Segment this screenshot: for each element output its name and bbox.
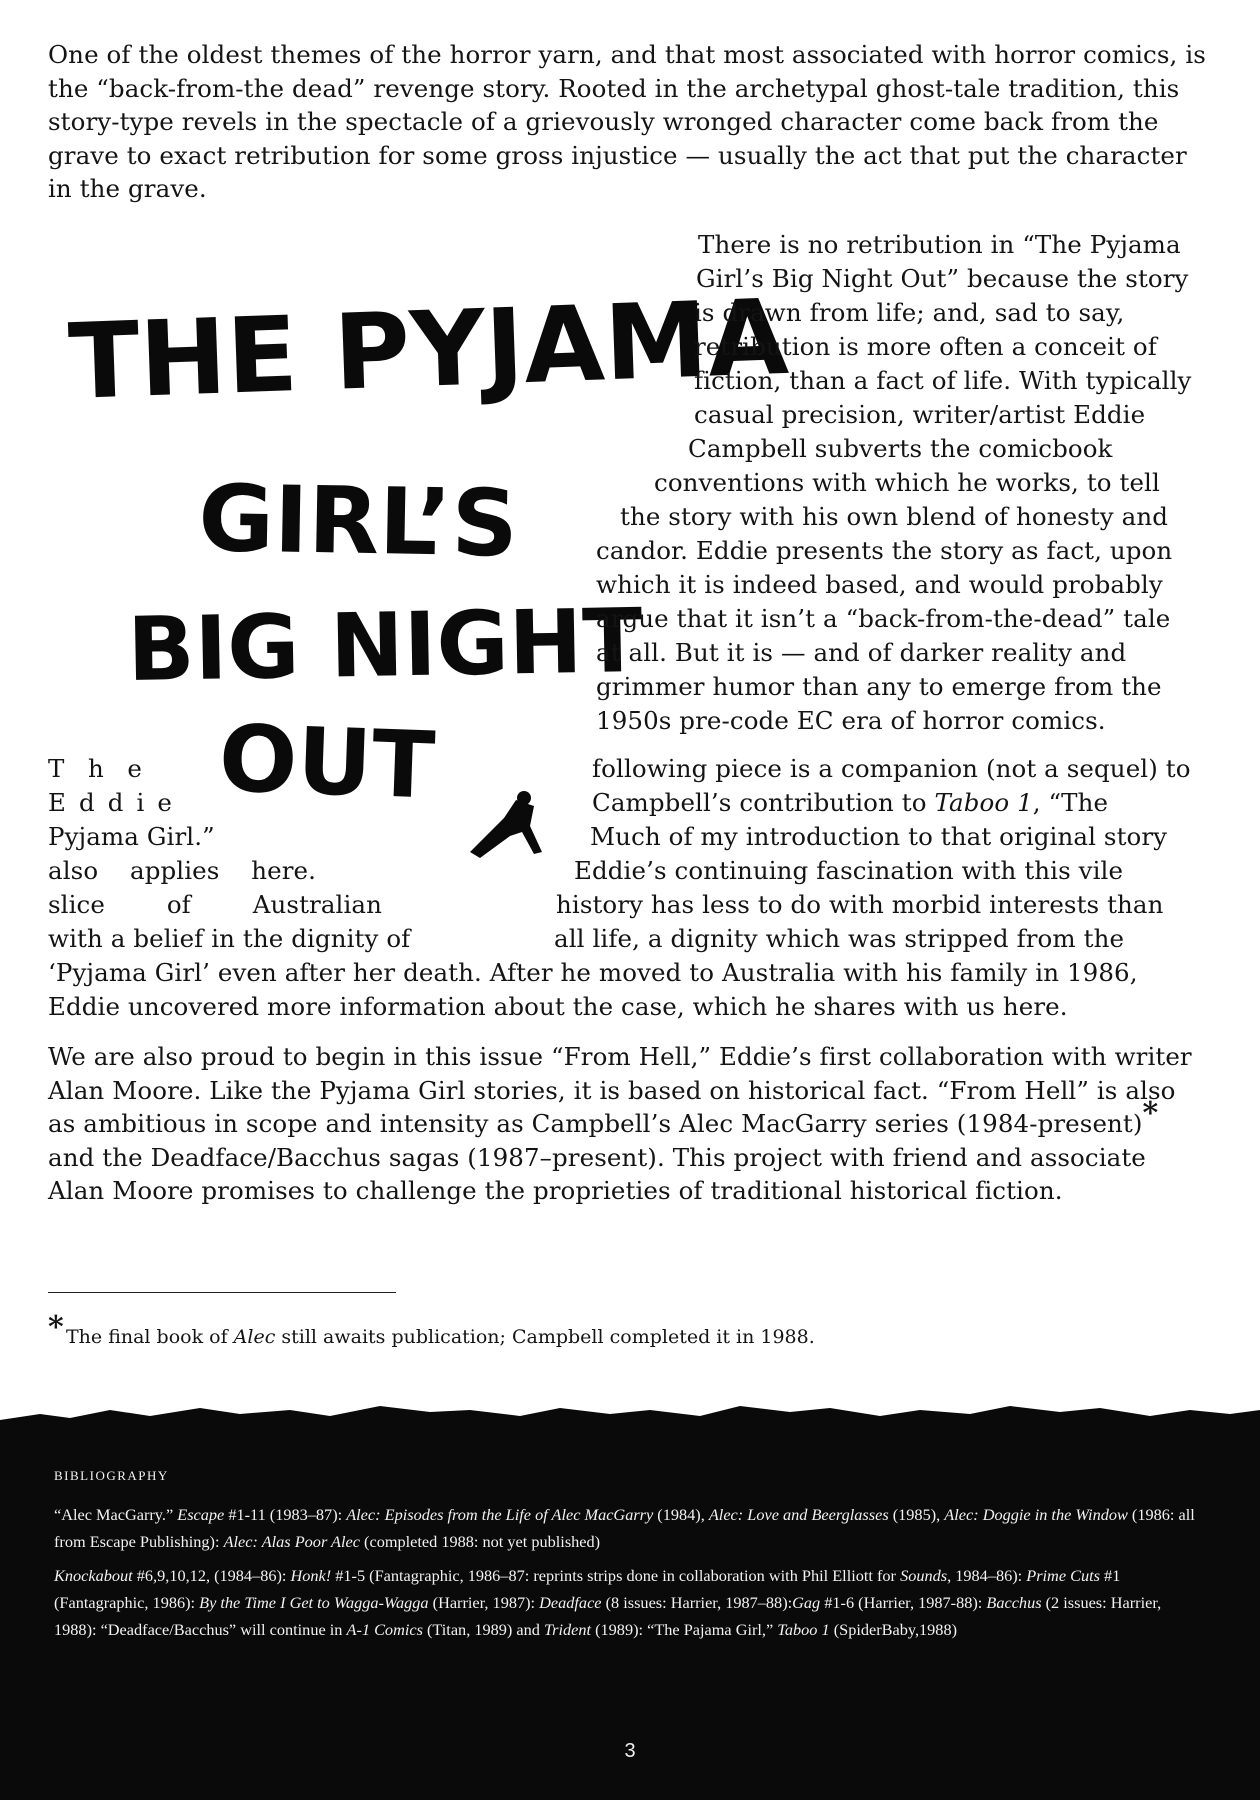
bibliography-text: (SpiderBaby,1988) — [829, 1620, 958, 1640]
from-hell-paragraph — [48, 1040, 1198, 1208]
bibliography-text: (1989): “The Pajama Girl,” — [591, 1620, 778, 1640]
letter: e — [157, 788, 172, 817]
bibliography-entry-alec — [54, 1501, 1206, 1555]
right-line: which it is indeed based, and would probably — [596, 570, 1163, 599]
bibliography-title: By the Time I Get to Wagga-Wagga — [199, 1592, 429, 1612]
bibliography-text: #1-5 (Fantagraphic, 1986–87: reprints strips done in collaboration with Phil Elliott for — [331, 1565, 901, 1585]
paragraph-text: and the Deadface/Bacchus sagas (1987–present). This project with friend and associate Alan Moore promises to challenge the proprieties of traditional historical fiction. — [48, 1142, 1146, 1206]
footnote-marker: * — [1142, 1096, 1159, 1132]
fragment-text: Campbell’s contribution to — [592, 788, 935, 817]
bibliography-text: (completed 1988: not yet published) — [359, 1532, 601, 1552]
publication-title: Taboo 1 — [934, 788, 1033, 817]
bibliography-text: #1-6 (Harrier, 1987-88): — [820, 1592, 987, 1612]
bibliography-title: Prime Cuts — [1026, 1565, 1100, 1585]
left-fragment: with a belief in the dignity of — [48, 924, 411, 953]
right-line: argue that it isn’t a “back-from-the-dead” tale — [596, 604, 1171, 633]
bibliography-title: Alec: Episodes from the Life of Alec MacGarry — [346, 1505, 654, 1525]
fragment-text: , “The — [1032, 788, 1109, 817]
bibliography-title: Alec: Alas Poor Alec — [223, 1532, 360, 1552]
right-fragment — [592, 786, 1108, 820]
right-line: fiction, than a fact of life. With typically — [694, 366, 1192, 395]
left-fragment: Pyjama Girl.” — [48, 822, 215, 851]
right-line: There is no retribution in “The Pyjama — [698, 230, 1181, 259]
footnote-rule — [48, 1292, 396, 1293]
footnote-fragment: The final book of — [66, 1326, 234, 1348]
bibliography-text: (1984), — [653, 1505, 709, 1525]
word: applies — [129, 856, 220, 885]
bibliography-text: (Harrier, 1987): — [428, 1592, 540, 1612]
page-number: 3 — [624, 1740, 636, 1762]
footnote-star: * — [48, 1310, 64, 1345]
title-line-3: BIG NIGHT — [126, 589, 644, 701]
right-fragment: Much of my introduction to that original story — [590, 822, 1168, 851]
letter: h — [87, 754, 104, 783]
right-fragment: Eddie’s continuing fascination with this vile — [574, 856, 1124, 885]
letter: d — [107, 788, 124, 817]
word: here. — [251, 856, 316, 885]
right-line: candor. Eddie presents the story as fact, upon — [596, 536, 1173, 565]
letter: T — [48, 754, 65, 783]
right-line: at all. But it is — and of darker reality and — [596, 638, 1127, 667]
left-fragment — [48, 752, 142, 786]
right-line: grimmer humor than any to emerge from the — [596, 672, 1162, 701]
bibliography-title: Knockabout — [54, 1565, 133, 1585]
paragraph-text: We are also proud to begin in this issue “From Hell,” Eddie’s first collaboration with writer Alan Moore. Like the Pyjama Girl stories, it is based on historical fact. “From Hell” is also as ambitious in scope and intensity as Campbell’s Alec MacGarry series (1984-present) — [48, 1042, 1192, 1139]
intro-paragraph: One of the oldest themes of the horror yarn, and that most associated with horror comics, is the “back-from-the dead” revenge story. Rooted in the archetypal ghost-tale tradition, this story-type revels in the spectacle of a grievously wronged character come back from the grave to exact retribution for some gross injustice — usually the act that put the character in the grave. — [48, 40, 1206, 204]
right-fragment: history has less to do with morbid interests than — [556, 890, 1164, 919]
bibliography-title: Alec: Love and Beerglasses — [708, 1505, 889, 1525]
bibliography — [54, 1462, 1206, 1649]
bibliography-text: (1986: all from Escape Publishing): — [54, 1505, 1195, 1552]
title-line-1: THE PYJAMA — [66, 275, 791, 423]
bibliography-title: Escape — [177, 1505, 225, 1525]
footnote-text — [66, 1326, 815, 1348]
letter: d — [78, 788, 95, 817]
left-fragment — [48, 786, 172, 820]
bibliography-title: Taboo 1 — [777, 1620, 830, 1640]
bibliography-title: Honk! — [290, 1565, 332, 1585]
bibliography-text: (Titan, 1989) and — [422, 1620, 544, 1640]
falling-figure-illustration — [470, 791, 542, 858]
title-line-2: GIRL’S — [197, 465, 519, 578]
bibliography-title: Trident — [543, 1620, 592, 1640]
right-fragment: following piece is a companion (not a sequel) to — [592, 754, 1191, 783]
bibliography-title: Sounds — [900, 1565, 948, 1585]
right-line: Campbell subverts the comicbook — [688, 434, 1113, 463]
bibliography-text: #1-11 (1983–87): — [224, 1505, 347, 1525]
right-fragment: all life, a dignity which was stripped from the — [554, 924, 1125, 953]
letter: e — [127, 754, 142, 783]
bibliography-title: Alec: Doggie in the Window — [944, 1505, 1128, 1525]
word: of — [166, 890, 191, 919]
right-line: Girl’s Big Night Out” because the story — [696, 264, 1189, 293]
bibliography-title: Gag — [792, 1592, 821, 1612]
right-line: retribution is more often a conceit of — [694, 332, 1157, 361]
bibliography-title: Bacchus — [986, 1592, 1042, 1612]
letter: i — [136, 788, 145, 817]
bibliography-heading: BIBLIOGRAPHY — [54, 1468, 169, 1483]
word: slice — [48, 890, 105, 919]
bibliography-title: A-1 Comics — [346, 1620, 423, 1640]
title-line-4: OUT — [217, 705, 437, 820]
right-line: casual precision, writer/artist Eddie — [694, 400, 1146, 429]
bibliography-text: , 1984–86): — [947, 1565, 1027, 1585]
bibliography-text: #1 (Fantagraphic, 1986): — [54, 1565, 1121, 1612]
footnote-fragment: still awaits publication; Campbell completed it in 1988. — [275, 1326, 815, 1348]
bibliography-text: (1985), — [888, 1505, 945, 1525]
footnote-title: Alec — [233, 1326, 276, 1348]
left-fragment — [48, 854, 316, 888]
bibliography-title: Deadface — [539, 1592, 602, 1612]
word: Australian — [252, 890, 382, 919]
bibliography-text: #6,9,10,12, (1984–86): — [132, 1565, 291, 1585]
full-line: ‘Pyjama Girl’ even after her death. After he moved to Australia with his family in 1986, — [48, 958, 1138, 987]
letter: E — [48, 788, 66, 817]
right-line: is drawn from life; and, sad to say, — [694, 298, 1125, 327]
left-fragment — [48, 888, 382, 922]
word: also — [48, 856, 99, 885]
bibliography-entry-other — [54, 1562, 1206, 1644]
full-line: Eddie uncovered more information about the case, which he shares with us here. — [48, 992, 1068, 1021]
bibliography-text: (8 issues: Harrier, 1987–88): — [601, 1592, 793, 1612]
bibliography-text: “Alec MacGarry.” — [54, 1505, 178, 1525]
bibliography-text: (2 issues: Harrier, 1988): “Deadface/Bacchus” will continue in — [54, 1592, 1162, 1640]
right-line: the story with his own blend of honesty and — [620, 502, 1169, 531]
right-line: 1950s pre-code EC era of horror comics. — [596, 706, 1106, 735]
right-line: conventions with which he works, to tell — [654, 468, 1160, 497]
